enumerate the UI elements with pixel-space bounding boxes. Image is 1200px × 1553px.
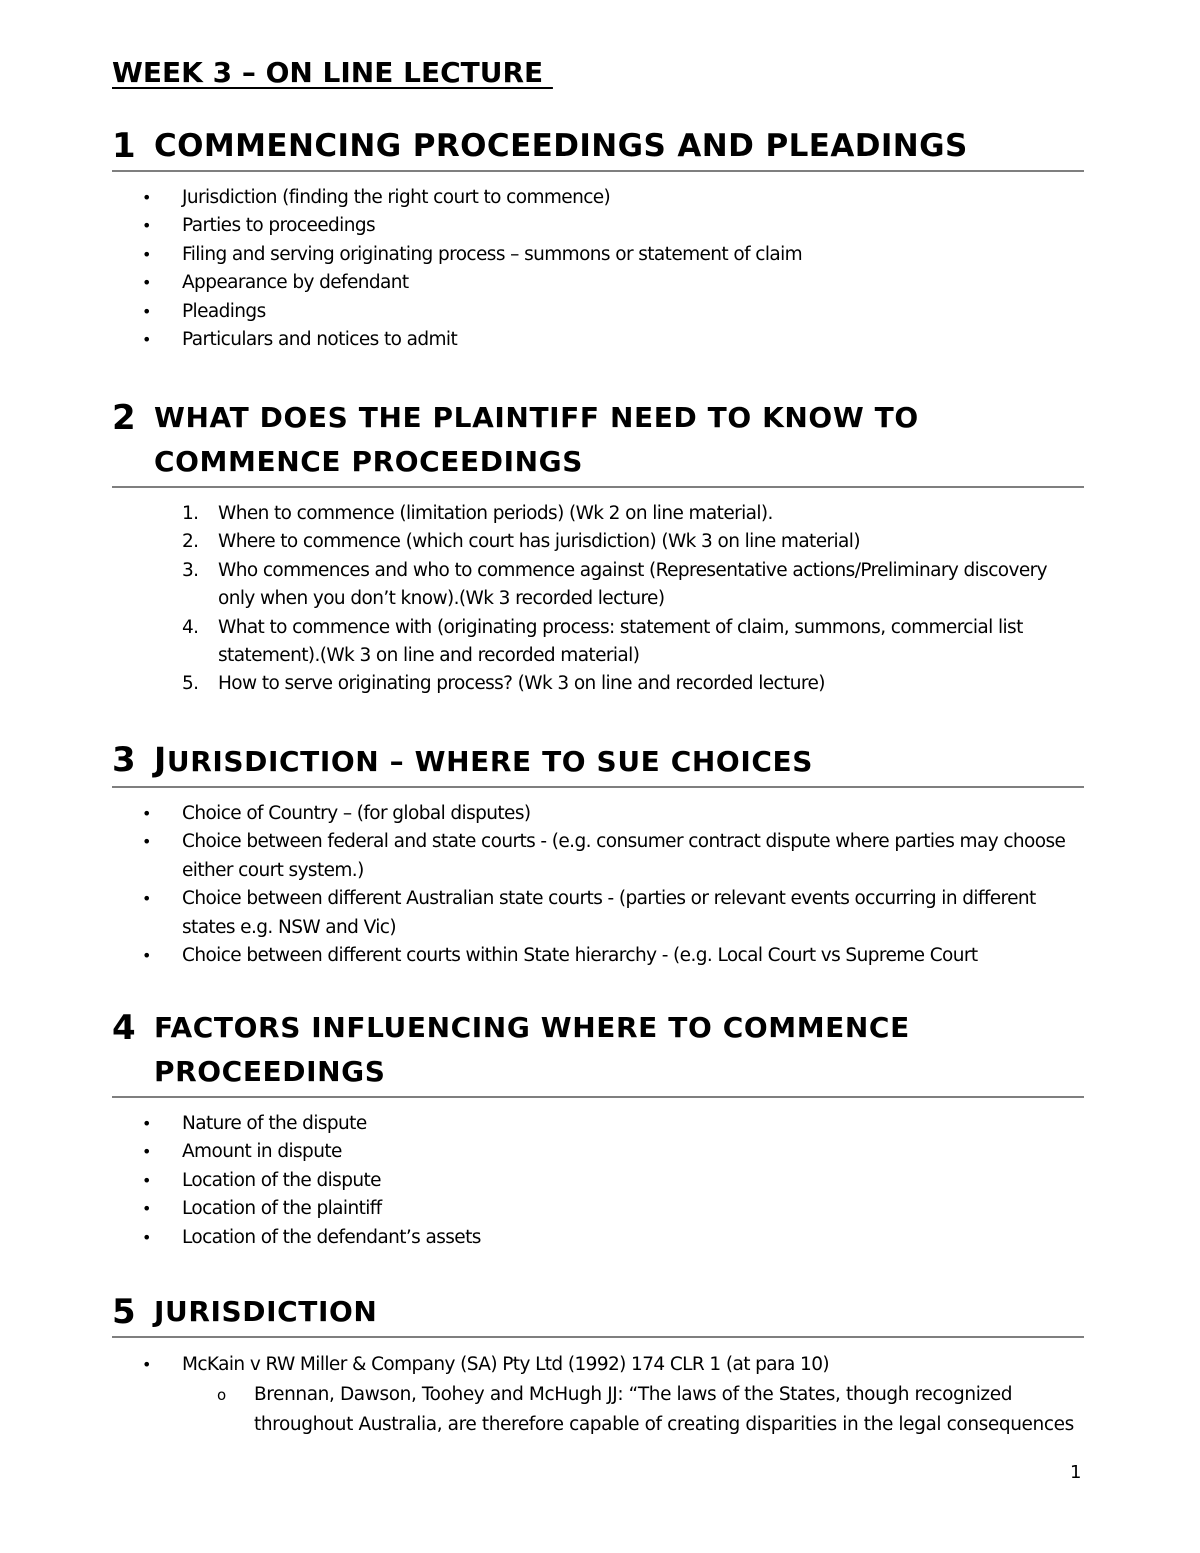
bullet-icon: • — [142, 804, 151, 823]
list-item: • Choice between federal and state courts - (e.g. consumer contract dispute where parties may choose either court system.) — [112, 828, 1084, 885]
list-item: • Choice between different courts within State hierarchy - (e.g. Local Court vs Supreme Court — [112, 942, 1084, 970]
list-item: • Location of the dispute — [112, 1167, 1084, 1195]
list-item: • Jurisdiction (finding the right court to commence) — [112, 184, 1084, 212]
bullet-icon: • — [142, 330, 151, 350]
section-3 — [112, 738, 1084, 970]
bullet-icon: • — [142, 946, 151, 966]
list-item: • Choice of Country – (for global disputes) — [112, 800, 1084, 828]
list-number: 1. — [182, 503, 199, 524]
circle-bullet-icon: o — [217, 1386, 226, 1404]
section-heading-text: FACTORS INFLUENCING WHERE TO COMMENCE PROCEEDINGS — [154, 1011, 910, 1088]
list-item: • Parties to proceedings — [112, 212, 1084, 240]
bullet-icon: • — [142, 1170, 151, 1190]
section-number: 4 — [112, 1008, 136, 1048]
section-heading-text: COMMENCING PROCEEDINGS AND PLEADINGS — [154, 128, 968, 164]
list-item: 2. Where to commence (which court has jurisdiction) (Wk 3 on line material) — [112, 528, 1084, 556]
bullet-icon: • — [142, 1142, 151, 1162]
section-4 — [112, 1006, 1084, 1252]
list-item: • Nature of the dispute — [112, 1110, 1084, 1138]
bullet-icon: • — [142, 244, 151, 264]
sub-list — [112, 1380, 1084, 1440]
bullet-icon: • — [142, 1114, 151, 1133]
sub-list-item: o Brennan, Dawson, Toohey and McHugh JJ: “The laws of the States, though recognized throughout Australia, are therefore capable of creating disparities in the legal consequences — [112, 1380, 1084, 1440]
list-number: 4. — [182, 616, 199, 638]
numbered-list — [112, 500, 1084, 699]
list-item: 3. Who commences and who to commence against (Representative actions/Preliminary discovery only when you don’t know).(Wk 3 recorded lecture) — [112, 557, 1084, 614]
section-number: 3 — [112, 740, 136, 780]
section-heading — [112, 396, 1084, 488]
bullet-list — [112, 1350, 1084, 1380]
list-item: • McKain v RW Miller & Company (SA) Pty Ltd (1992) 174 CLR 1 (at para 10) — [112, 1350, 1084, 1380]
section-1 — [112, 124, 1084, 354]
list-number: 5. — [182, 673, 199, 695]
section-heading — [112, 1290, 1084, 1338]
section-5 — [112, 1290, 1084, 1440]
bullet-icon: • — [142, 188, 151, 207]
document-title: WEEK 3 – ON LINE LECTURE — [112, 56, 553, 89]
bullet-icon: • — [142, 301, 151, 321]
list-number: 3. — [182, 559, 199, 581]
bullet-icon: • — [142, 832, 151, 852]
list-item: • Pleadings — [112, 298, 1084, 326]
bullet-icon: • — [142, 216, 151, 236]
list-item: 4. What to commence with (originating process: statement of claim, summons, commercial list statement).(Wk 3 on line and recorded material) — [112, 614, 1084, 671]
list-item: • Appearance by defendant — [112, 269, 1084, 297]
section-heading-text: JURISDICTION — [154, 1295, 378, 1328]
bullet-icon: • — [142, 1227, 151, 1247]
section-heading — [112, 124, 1084, 172]
section-2 — [112, 396, 1084, 699]
section-heading-text: JURISDICTION – WHERE TO SUE CHOICES — [154, 740, 813, 779]
list-item: 1. When to commence (limitation periods) (Wk 2 on line material). — [112, 500, 1084, 528]
bullet-icon: • — [142, 1355, 151, 1374]
list-item: • Particulars and notices to admit — [112, 326, 1084, 354]
bullet-list — [112, 800, 1084, 970]
bullet-icon: • — [142, 273, 151, 293]
page-number: 1 — [1070, 1462, 1082, 1483]
section-heading — [112, 738, 1084, 788]
list-item: • Location of the plaintiff — [112, 1195, 1084, 1223]
section-number: 1 — [112, 126, 136, 166]
bullet-list — [112, 1110, 1084, 1252]
list-item: • Filing and serving originating process – summons or statement of claim — [112, 241, 1084, 269]
section-number: 2 — [112, 398, 136, 438]
bullet-icon: • — [142, 1199, 151, 1219]
bullet-icon: • — [142, 889, 151, 909]
list-item: • Choice between different Australian state courts - (parties or relevant events occurring in different states e.g. NSW and Vic) — [112, 885, 1084, 942]
section-number: 5 — [112, 1292, 136, 1332]
list-item: 5. How to serve originating process? (Wk 3 on line and recorded lecture) — [112, 670, 1084, 698]
section-heading — [112, 1006, 1084, 1098]
list-item: • Amount in dispute — [112, 1138, 1084, 1166]
list-item: • Location of the defendant’s assets — [112, 1224, 1084, 1252]
list-number: 2. — [182, 531, 199, 553]
bullet-list — [112, 184, 1084, 354]
section-heading-text: WHAT DOES THE PLAINTIFF NEED TO KNOW TO COMMENCE PROCEEDINGS — [154, 401, 919, 478]
